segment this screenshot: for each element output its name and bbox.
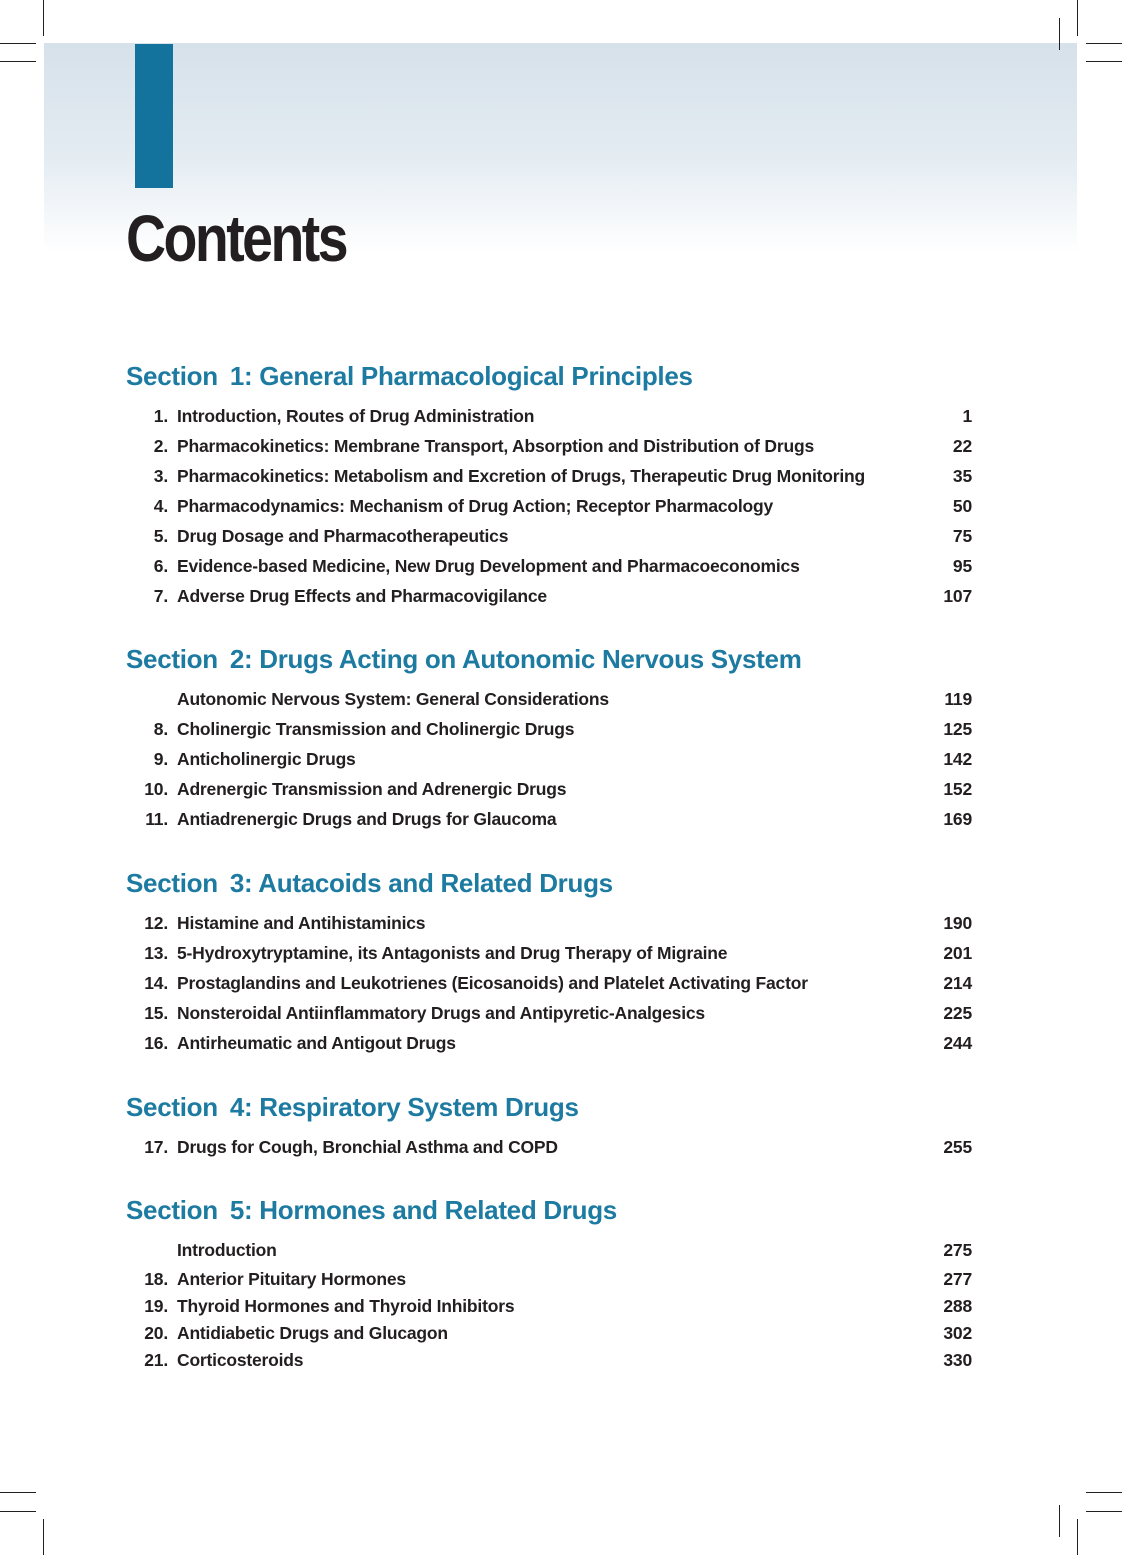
toc-entry[interactable] [126,1320,972,1347]
page-number: 288 [943,1296,972,1316]
chapter-title: Introduction, Routes of Drug Administration [177,405,535,426]
crop-mark [43,1519,44,1555]
chapter-number: 4. [153,495,168,516]
toc-entry[interactable] [126,998,972,1028]
chapter-title: Cholinergic Transmission and Cholinergic Drugs [177,718,575,739]
chapter-number: 14. [144,972,168,993]
chapter-title: Anticholinergic Drugs [177,748,356,769]
section-title: 2: Drugs Acting on Autonomic Nervous System [229,644,802,674]
toc-entry[interactable] [126,491,972,521]
chapter-number: 19. [144,1296,168,1316]
page-number: 1 [962,405,972,426]
crop-mark [1059,1505,1060,1537]
chapter-number: 6. [153,555,168,576]
chapter-number: 13. [144,942,168,963]
crop-mark [1086,1492,1122,1493]
chapter-list [126,684,972,835]
chapter-title: Antirheumatic and Antigout Drugs [177,1033,456,1053]
page-number: 214 [943,972,972,993]
toc-entry[interactable] [126,968,972,998]
page-number: 277 [943,1269,972,1289]
section-title: 4: Respiratory System Drugs [229,1092,579,1122]
chapter-number: 5. [153,525,168,546]
chapter-number: 15. [144,1002,168,1023]
toc-entry[interactable] [126,1132,972,1162]
toc-entry[interactable] [126,521,972,551]
crop-mark [0,43,36,44]
page-number: 95 [952,555,972,576]
chapter-title: Pharmacokinetics: Membrane Transport, Absorption and Distribution of Drugs [177,435,814,456]
crop-mark [0,1492,36,1493]
page-number: 22 [952,435,972,456]
chapter-list [126,1235,972,1374]
page-number: 201 [943,942,972,963]
crop-mark [1077,1519,1078,1555]
toc-entry[interactable] [126,804,972,835]
chapter-list [126,908,972,1059]
chapter-number: 9. [153,748,168,769]
toc-entry[interactable] [126,1235,972,1266]
page-number: 169 [943,809,972,829]
toc-section [126,1087,972,1162]
chapter-number: 11. [145,809,168,829]
chapter-number: 3. [153,465,168,486]
chapter-title: Prostaglandins and Leukotrienes (Eicosanoids) and Platelet Activating Factor [177,972,808,993]
page-number: 50 [952,495,972,516]
chapter-number: 20. [144,1323,168,1343]
page-number: 302 [943,1323,972,1343]
page-number: 275 [943,1240,972,1260]
section-label: Section [126,361,218,391]
toc-entry[interactable] [126,684,972,714]
chapter-title: Antiadrenergic Drugs and Drugs for Glaucoma [177,809,557,829]
toc-section [126,356,972,611]
page-number: 255 [943,1136,972,1157]
chapter-title: Drug Dosage and Pharmacotherapeutics [177,525,509,546]
chapter-title: Autonomic Nervous System: General Considerations [177,688,609,709]
toc-section [126,639,972,835]
section-label: Section [126,1195,218,1225]
chapter-title: Nonsteroidal Antiinflammatory Drugs and Antipyretic-Analgesics [177,1002,705,1023]
crop-mark [1086,1511,1122,1512]
crop-mark [0,1511,36,1512]
chapter-title: Drugs for Cough, Bronchial Asthma and COPD [177,1136,558,1157]
chapter-number: 21. [144,1350,168,1370]
page-title: Contents [126,201,347,275]
table-of-contents [126,356,972,1374]
chapter-number: 17. [144,1136,168,1157]
toc-entry[interactable] [126,401,972,431]
section-title: 1: General Pharmacological Principles [229,361,693,391]
toc-entry[interactable] [126,461,972,491]
chapter-title: Pharmacodynamics: Mechanism of Drug Action; Receptor Pharmacology [177,495,774,516]
page-number: 142 [943,748,972,769]
chapter-title: 5-Hydroxytryptamine, its Antagonists and Drug Therapy of Migraine [177,942,728,963]
section-label: Section [126,644,218,674]
page-number: 125 [943,718,972,739]
chapter-title: Adverse Drug Effects and Pharmacovigilance [177,585,547,606]
chapter-number: 10. [144,778,168,799]
crop-mark [1059,18,1060,50]
page-number: 190 [943,912,972,933]
chapter-number: 1. [153,405,168,426]
page-number: 75 [952,525,972,546]
chapter-title: Antidiabetic Drugs and Glucagon [177,1323,448,1343]
page-number: 244 [943,1033,972,1053]
chapter-number: 7. [153,585,168,606]
section-label: Section [126,868,218,898]
page-number: 119 [944,688,972,709]
crop-mark [0,61,36,62]
chapter-number: 2. [153,435,168,456]
toc-entry[interactable] [126,714,972,744]
crop-mark [43,0,44,36]
toc-entry[interactable] [126,1266,972,1293]
section-label: Section [126,1092,218,1122]
section-heading [126,356,972,396]
toc-section [126,1190,972,1374]
chapter-number: 8. [153,718,168,739]
toc-entry[interactable] [126,551,972,581]
chapter-title: Anterior Pituitary Hormones [177,1269,406,1289]
page-number: 225 [943,1002,972,1023]
chapter-list [126,1132,972,1162]
toc-entry[interactable] [126,1293,972,1320]
page-number: 35 [952,465,972,486]
section-heading [126,1087,972,1127]
accent-bar [135,44,173,188]
section-title: 3: Autacoids and Related Drugs [229,868,613,898]
crop-mark [1086,61,1122,62]
section-heading [126,639,972,679]
crop-mark [1086,43,1122,44]
toc-entry[interactable] [126,774,972,804]
page-number: 107 [943,585,972,606]
chapter-number: 12. [144,912,168,933]
chapter-number: 18. [144,1269,168,1289]
toc-section [126,863,972,1059]
page-number: 152 [943,778,972,799]
toc-entry[interactable] [126,1028,972,1059]
toc-entry[interactable] [126,1347,972,1374]
toc-entry[interactable] [126,908,972,938]
page-number: 330 [943,1350,972,1370]
section-heading [126,863,972,903]
chapter-title: Evidence-based Medicine, New Drug Development and Pharmacoeconomics [177,555,800,576]
section-title: 5: Hormones and Related Drugs [229,1195,617,1225]
chapter-title: Introduction [177,1240,277,1260]
section-heading [126,1190,972,1230]
chapter-title: Corticosteroids [177,1350,304,1370]
toc-entry[interactable] [126,744,972,774]
chapter-list [126,401,972,611]
chapter-title: Pharmacokinetics: Metabolism and Excretion of Drugs, Therapeutic Drug Monitoring [177,465,865,486]
crop-mark [1077,0,1078,36]
chapter-title: Thyroid Hormones and Thyroid Inhibitors [177,1296,515,1316]
toc-entry[interactable] [126,938,972,968]
toc-entry[interactable] [126,431,972,461]
toc-entry[interactable] [126,581,972,611]
chapter-title: Histamine and Antihistaminics [177,912,426,933]
chapter-title: Adrenergic Transmission and Adrenergic Drugs [177,778,567,799]
chapter-number: 16. [144,1033,168,1053]
